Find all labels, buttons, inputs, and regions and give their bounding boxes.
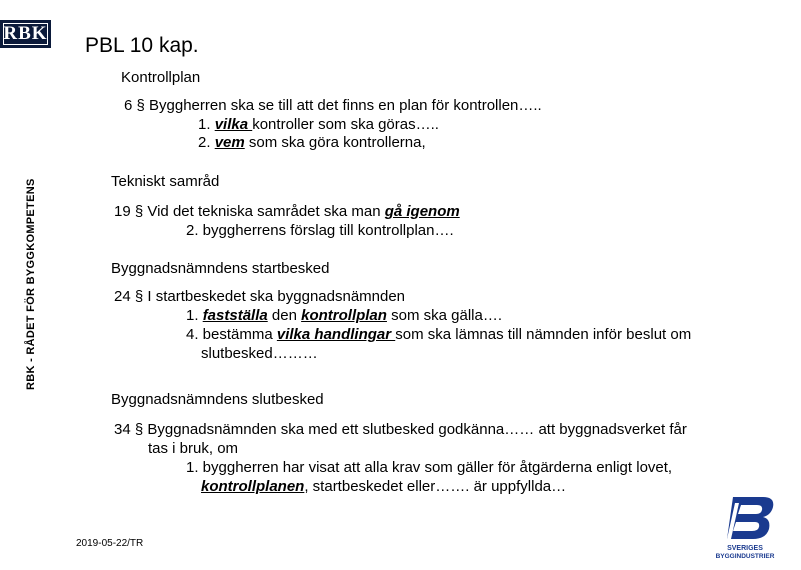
- page-title: PBL 10 kap.: [85, 34, 199, 57]
- text: 1.: [186, 307, 203, 324]
- logo-line2: BYGGINDUSTRIER: [715, 553, 775, 560]
- rbk-logo: [0, 20, 51, 48]
- underlined-text: vilka handlingar: [276, 326, 396, 343]
- startbesked-line3: [186, 326, 691, 344]
- logo-line1: SVERIGES: [727, 545, 763, 552]
- text: den: [267, 307, 302, 324]
- slutbesked-line3: 1. byggherren har visat att alla krav som gäller för åtgärderna enligt lovet,: [186, 459, 673, 476]
- text: 1.: [198, 116, 215, 133]
- slutbesked-line1: 34 § Byggnadsnämnden ska med ett slutbesked godkänna…… att byggnadsverket får: [114, 421, 687, 438]
- underlined-text: fastställa: [202, 307, 268, 324]
- kontrollplan-line1: 6 § Byggherren ska se till att det finns en plan för kontrollen…..: [124, 97, 542, 114]
- slutbesked-heading: Byggnadsnämndens slutbesked: [111, 391, 324, 408]
- sidebar-vertical-text: RBK - RÅDET FÖR BYGGKOMPETENS: [25, 178, 37, 390]
- samrad-line1: [114, 203, 460, 221]
- kontrollplan-line2: [198, 116, 439, 134]
- startbesked-line1: 24 § I startbeskedet ska byggnadsnämnden: [114, 288, 406, 305]
- underlined-text: kontrollplanen: [201, 478, 305, 495]
- text: , startbeskedet eller……. är uppfyllda…: [304, 478, 567, 495]
- underlined-text: vem: [214, 134, 245, 151]
- rbk-logo-text: RBK: [3, 23, 48, 44]
- slutbesked-line2: tas i bruk, om: [148, 440, 239, 457]
- text: 4. bestämma: [186, 326, 277, 343]
- byggindustrier-logo: [705, 495, 785, 561]
- text: som ska gälla….: [386, 307, 502, 324]
- text: som ska lämnas till nämnden inför beslut om: [395, 326, 692, 343]
- samrad-line2: 2. byggherrens förslag till kontrollplan….: [186, 222, 454, 239]
- samrad-heading: Tekniskt samråd: [111, 173, 220, 190]
- text: kontroller som ska göras…..: [252, 116, 439, 133]
- kontrollplan-line3: [198, 134, 426, 152]
- startbesked-line2: [186, 307, 502, 325]
- underlined-text: vilka: [214, 116, 253, 133]
- text: 2.: [198, 134, 215, 151]
- text: 19 § Vid det tekniska samrådet ska man: [114, 203, 385, 220]
- underlined-text: gå igenom: [384, 203, 460, 220]
- slutbesked-line4: [201, 478, 566, 496]
- byggindustrier-logo-icon: [705, 495, 785, 561]
- startbesked-line4: slutbesked………: [201, 345, 318, 362]
- startbesked-heading: Byggnadsnämndens startbesked: [111, 260, 330, 277]
- kontrollplan-heading: Kontrollplan: [121, 69, 201, 86]
- footer-date: 2019-05-22/TR: [76, 538, 144, 549]
- underlined-text: kontrollplan: [301, 307, 387, 324]
- text: som ska göra kontrollerna,: [244, 134, 426, 151]
